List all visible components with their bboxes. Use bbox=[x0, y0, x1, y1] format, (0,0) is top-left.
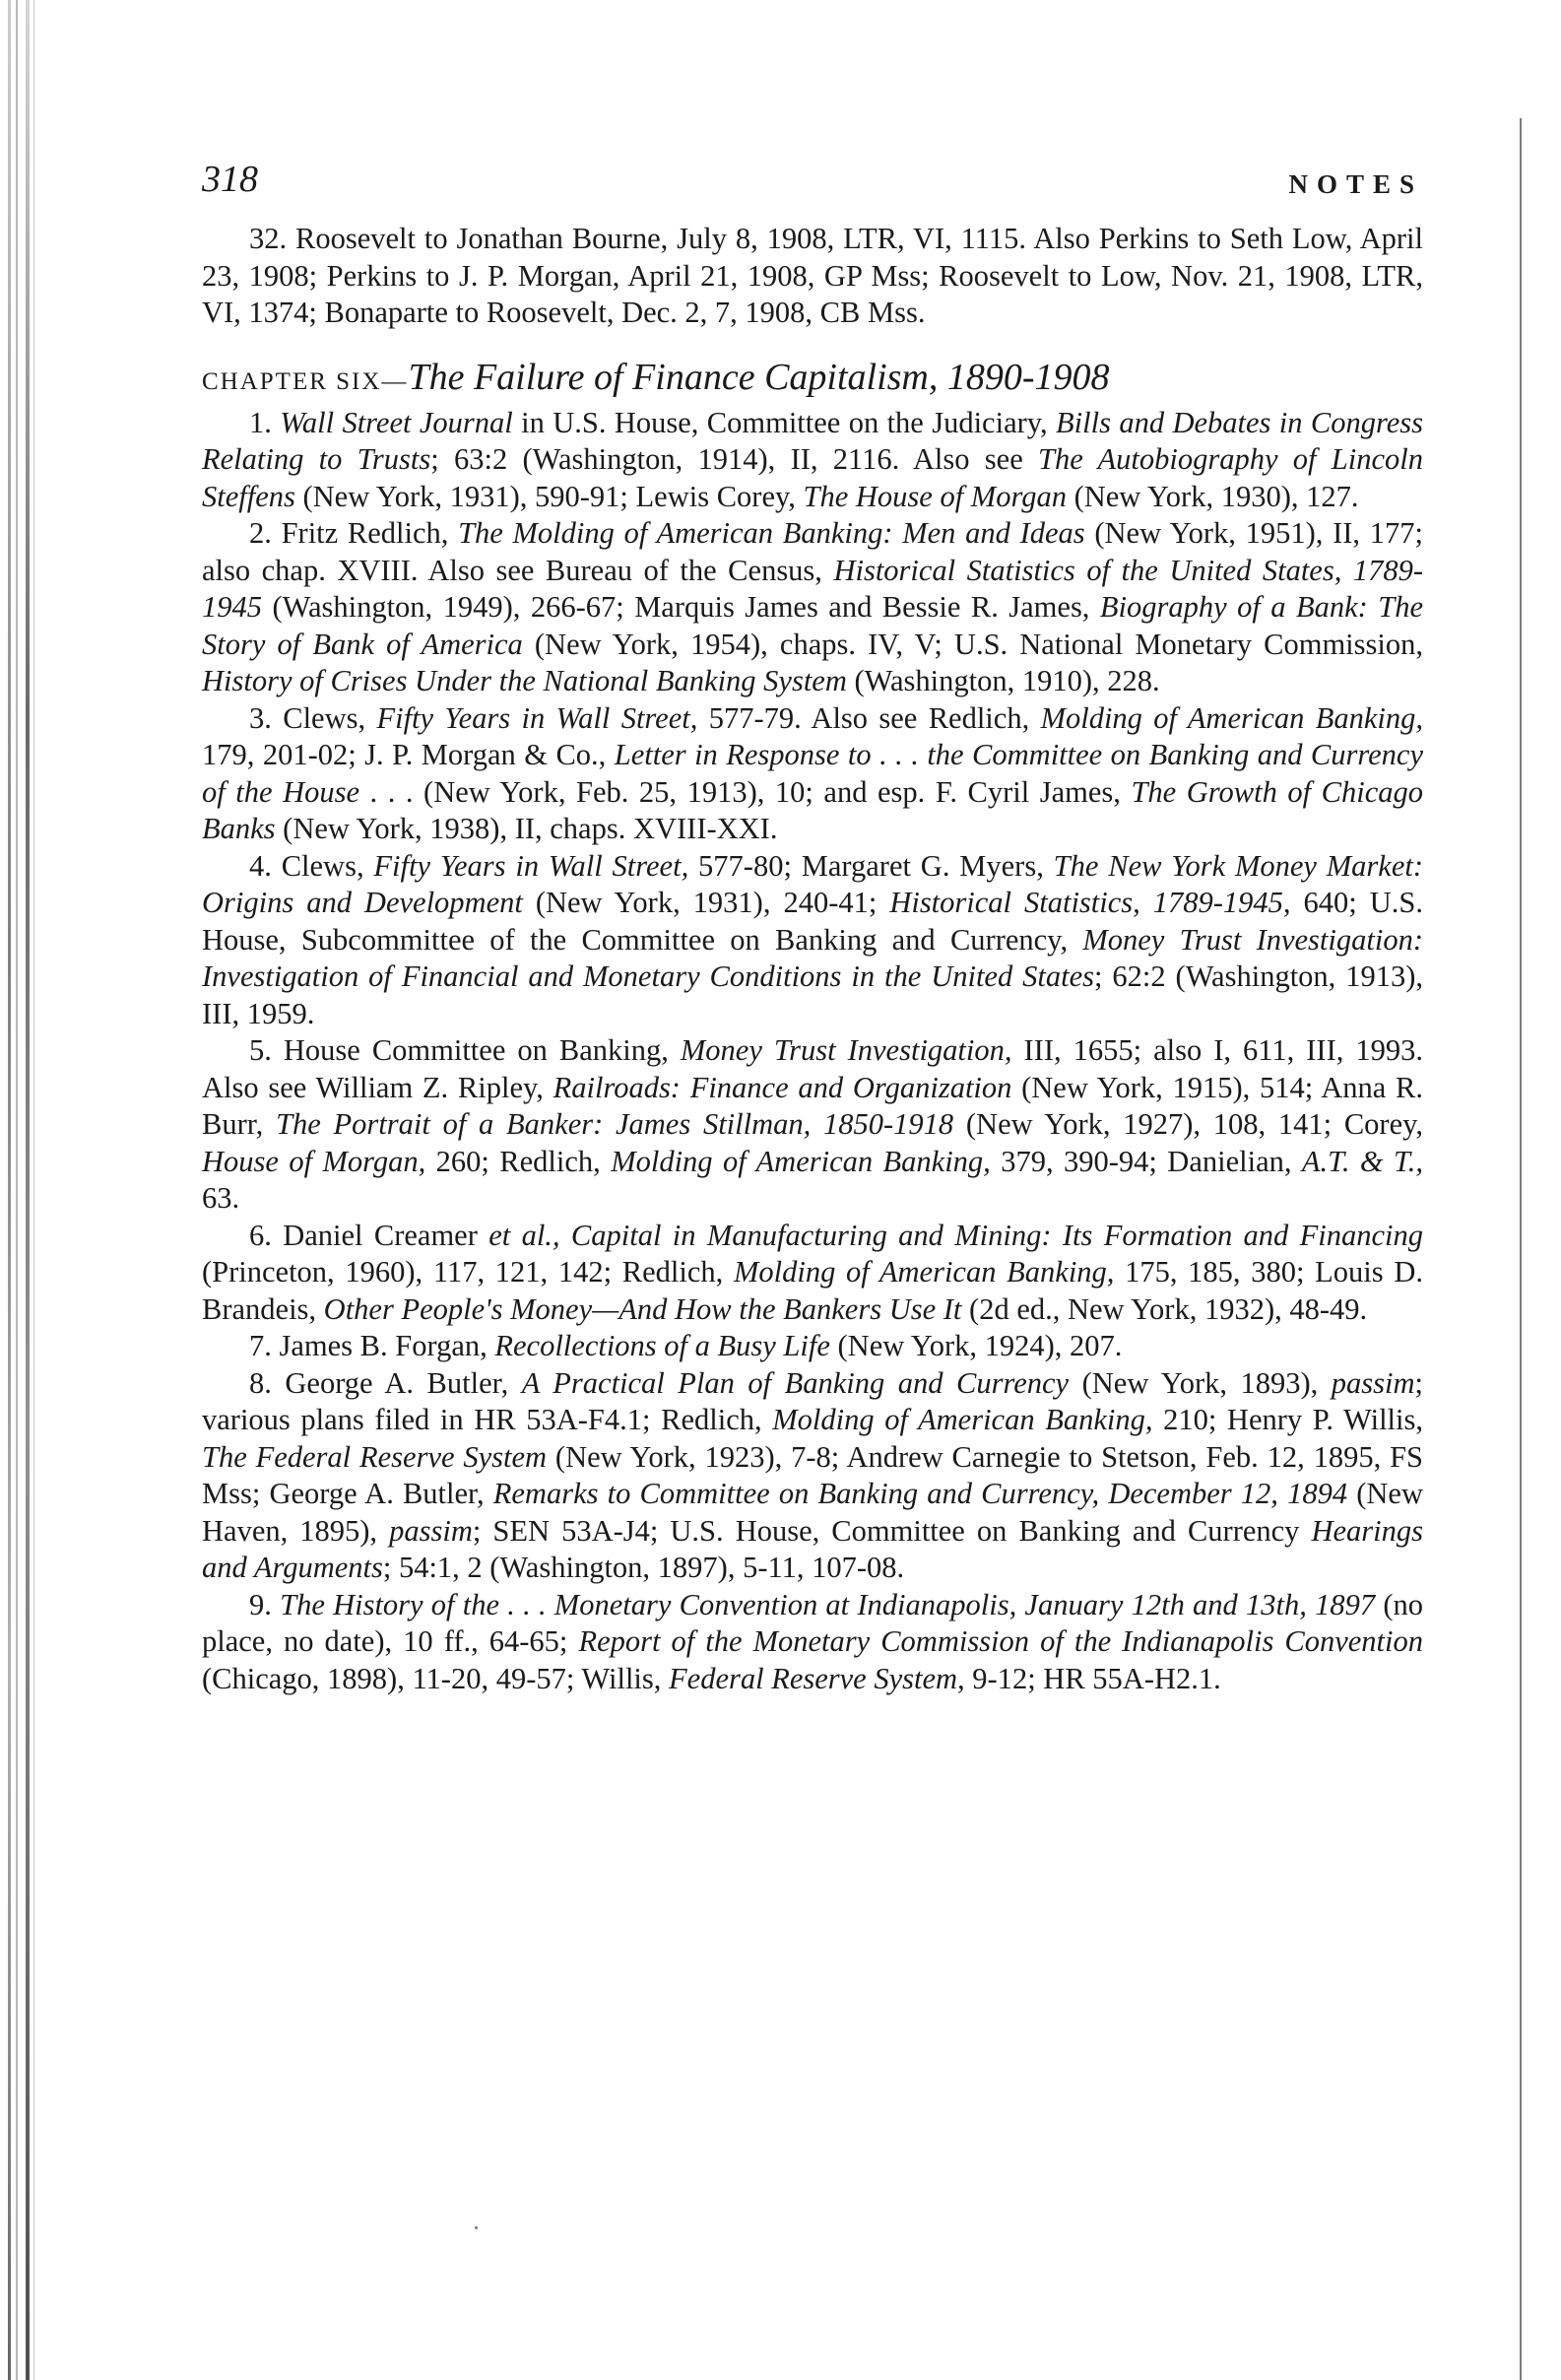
note-title-italic: Report of the Monetary Commission of the Indianapolis Convention bbox=[578, 1624, 1424, 1658]
note-title-italic: Biography of a Bank: The Story of Bank of America bbox=[202, 590, 1423, 661]
note-text: (New York, 1931), 240-41; bbox=[522, 886, 890, 919]
note-text: 577-79. Also see Redlich, bbox=[697, 700, 1041, 735]
note-text: (New York, 1893), bbox=[1069, 1365, 1332, 1400]
note-title-italic: House of Morgan, bbox=[202, 1144, 426, 1178]
note-paragraph bbox=[202, 405, 1423, 516]
note-title-italic: Money Trust Investigation, bbox=[680, 1033, 1012, 1067]
note-paragraph bbox=[202, 700, 1423, 848]
note-text: in U.S. House, Committee on the Judiciary, bbox=[512, 405, 1057, 439]
note-text: 32. Roosevelt to Jonathan Bourne, July 8, 1908, LTR, VI, 1115. Also Perkins to Seth Low, April 23, 1908; Perkins to J. P. Morgan, April 21, 1908, GP Mss; Roosevelt to Low, Nov. 21, 1908, LTR, VI, 1374; Bonaparte to Roosevelt, Dec. 2, 7, 1908, CB Mss. bbox=[202, 222, 1423, 329]
note-title-italic: Historical Statistics of the United States, 1789-1945 bbox=[202, 553, 1423, 624]
scan-edge-right bbox=[1520, 118, 1522, 2380]
note-title-italic: et al., Capital in Manufacturing and Mining: Its Formation and Financing bbox=[488, 1218, 1424, 1252]
note-title-italic: Molding of American Banking, bbox=[733, 1255, 1115, 1289]
note-title-italic: passim bbox=[1331, 1365, 1415, 1400]
chapter-title: The Failure of Finance Capitalism, 1890-1908 bbox=[408, 356, 1110, 398]
note-title-italic: The House of Morgan bbox=[803, 479, 1067, 513]
note-title-italic: The Autobiography of Lincoln Steffens bbox=[202, 442, 1424, 513]
note-paragraph bbox=[202, 848, 1423, 1033]
note-paragraph bbox=[202, 1218, 1423, 1329]
note-text: ; 63:2 (Washington, 1914), II, 2116. Also see bbox=[430, 442, 1039, 476]
note-text: 4. Clews, bbox=[249, 848, 374, 883]
note-text: (New York, 1954), chaps. IV, V; U.S. National Monetary Commission, bbox=[522, 627, 1423, 661]
note-text: ; 62:2 (Washington, 1913), III, 1959. bbox=[202, 959, 1423, 1030]
note-text: 175, 185, 380; Louis D. Brandeis, bbox=[202, 1255, 1423, 1326]
note-text: 6. Daniel Creamer bbox=[249, 1218, 489, 1252]
scan-edge-shadow bbox=[26, 0, 30, 2380]
note-text: 640; U.S. House, Subcommittee of the Committee on Banking and Currency, bbox=[202, 886, 1423, 957]
note-text: (Washington, 1949), 266-67; Marquis James and Bessie R. James, bbox=[262, 590, 1100, 624]
note-title-italic: Railroads: Finance and Organization bbox=[553, 1070, 1012, 1104]
note-text: ; 54:1, 2 (Washington, 1897), 5-11, 107-08. bbox=[382, 1551, 905, 1584]
note-paragraph bbox=[202, 515, 1423, 700]
note-text: (New Haven, 1895), bbox=[202, 1477, 1423, 1548]
chapter-heading bbox=[202, 356, 1423, 399]
note-text: 577-80; Margaret G. Myers, bbox=[688, 848, 1054, 883]
note-title-italic: The Molding of American Banking: Men and Ideas bbox=[458, 516, 1085, 550]
running-head: NOTES bbox=[1288, 169, 1423, 199]
note-paragraph bbox=[202, 1365, 1423, 1587]
note-text: 379, 390-94; Danielian, bbox=[990, 1144, 1302, 1178]
note-title-italic: A Practical Plan of Banking and Currency bbox=[521, 1365, 1070, 1400]
note-title-italic: Fifty Years in Wall Street, bbox=[373, 848, 689, 883]
note-title-italic: Molding of American Banking, bbox=[1040, 700, 1424, 735]
page-header bbox=[202, 158, 1423, 217]
note-text: (New York, 1915), 514; Anna R. Burr, bbox=[202, 1070, 1423, 1141]
note-text: (Washington, 1910), 228. bbox=[846, 664, 1160, 697]
note-text: (2d ed., New York, 1932), 48-49. bbox=[961, 1291, 1368, 1326]
scan-edge-shadow bbox=[33, 0, 34, 2380]
note-title-italic: Bills and Debates in Congress Relating to Trusts bbox=[202, 405, 1424, 476]
scan-speck bbox=[475, 2226, 478, 2229]
note-paragraph bbox=[202, 1328, 1423, 1365]
note-text: 9. bbox=[249, 1587, 281, 1621]
note-text: 5. House Committee on Banking, bbox=[249, 1033, 681, 1067]
note-title-italic: A.T. & T., bbox=[1301, 1144, 1423, 1178]
note-title-italic: Molding of American Banking, bbox=[772, 1403, 1153, 1436]
note-text: (New York, 1924), 207. bbox=[829, 1329, 1123, 1362]
notes-previous-chapter bbox=[202, 221, 1423, 332]
page-number: 318 bbox=[202, 159, 258, 200]
note-text: (New York, 1927), 108, 141; Corey, bbox=[953, 1107, 1424, 1141]
note-paragraph bbox=[202, 1587, 1423, 1698]
note-title-italic: Federal Reserve System, bbox=[669, 1661, 965, 1695]
note-title-italic: Remarks to Committee on Banking and Currency, December 12, 1894 bbox=[492, 1477, 1348, 1510]
chapter-label: CHAPTER SIX— bbox=[202, 367, 409, 395]
note-text: (Princeton, 1960), 117, 121, 142; Redlich, bbox=[202, 1255, 734, 1289]
note-text: 1. bbox=[249, 405, 281, 439]
note-text: 63. bbox=[202, 1181, 240, 1215]
note-text: . . . (New York, Feb. 25, 1913), 10; and esp. F. Cyril James, bbox=[359, 774, 1132, 809]
note-text: ; various plans filed in HR 53A-F4.1; Redlich, bbox=[202, 1365, 1423, 1436]
note-title-italic: Historical Statistics, 1789-1945, bbox=[889, 886, 1291, 919]
note-text: 210; Henry P. Willis, bbox=[1152, 1403, 1424, 1436]
note-title-italic: Money Trust Investigation: Investigation of Financial and Monetary Conditions in the United States bbox=[202, 922, 1423, 993]
note-text: (New York, 1951), II, 177; also chap. XVIII. Also see Bureau of the Census, bbox=[202, 516, 1423, 587]
note-text: 3. Clews, bbox=[249, 700, 377, 735]
book-page bbox=[202, 158, 1423, 1697]
notes-chapter-six bbox=[202, 405, 1423, 1698]
note-text: 9-12; HR 55A-H2.1. bbox=[964, 1661, 1221, 1695]
note-paragraph bbox=[202, 1032, 1423, 1218]
note-title-italic: The Portrait of a Banker: James Stillman, 1850-1918 bbox=[276, 1107, 954, 1141]
note-title-italic: Molding of American Banking, bbox=[611, 1144, 991, 1178]
note-text: 8. George A. Butler, bbox=[249, 1365, 522, 1400]
note-title-italic: The History of the . . . Monetary Convention at Indianapolis, January 12th and 13th, 1897 bbox=[280, 1587, 1376, 1621]
note-title-italic: Letter in Response to . . . the Committee on Banking and Currency of the House bbox=[202, 738, 1423, 809]
note-text: ; SEN 53A-J4; U.S. House, Committee on Banking and Currency bbox=[472, 1513, 1312, 1548]
note-text: 2. Fritz Redlich, bbox=[249, 516, 459, 550]
note-paragraph bbox=[202, 221, 1423, 332]
note-title-italic: The New York Money Market: Origins and Development bbox=[202, 848, 1424, 919]
note-text: 179, 201-02; J. P. Morgan & Co., bbox=[202, 738, 615, 771]
note-text: 7. James B. Forgan, bbox=[249, 1329, 495, 1362]
note-title-italic: Recollections of a Busy Life bbox=[494, 1329, 830, 1362]
scan-edge-shadow bbox=[16, 0, 18, 2380]
note-text: (New York, 1938), II, chaps. XVIII-XXI. bbox=[275, 812, 778, 845]
note-text: (New York, 1923), 7-8; Andrew Carnegie to Stetson, Feb. 12, 1895, FS Mss; George A. Butler, bbox=[202, 1439, 1423, 1510]
note-title-italic: Wall Street Journal bbox=[280, 405, 513, 439]
scan-edge-shadow bbox=[8, 0, 11, 2380]
note-title-italic: Other People's Money—And How the Bankers Use It bbox=[323, 1291, 962, 1326]
note-title-italic: The Federal Reserve System bbox=[202, 1439, 548, 1474]
note-title-italic: The Growth of Chicago Banks bbox=[202, 774, 1424, 845]
note-text: (New York, 1930), 127. bbox=[1066, 479, 1359, 513]
note-text: (New York, 1931), 590-91; Lewis Corey, bbox=[294, 479, 804, 513]
note-title-italic: passim bbox=[389, 1513, 473, 1548]
note-text: (Chicago, 1898), 11-20, 49-57; Willis, bbox=[202, 1661, 670, 1695]
note-title-italic: History of Crises Under the National Banking System bbox=[202, 664, 847, 697]
note-text: (no place, no date), 10 ff., 64-65; bbox=[202, 1587, 1423, 1658]
note-title-italic: Hearings and Arguments bbox=[202, 1513, 1424, 1584]
note-text: III, 1655; also I, 611, III, 1993. Also see William Z. Ripley, bbox=[202, 1033, 1423, 1104]
note-title-italic: Fifty Years in Wall Street, bbox=[376, 700, 698, 735]
note-text: 260; Redlich, bbox=[425, 1144, 612, 1178]
